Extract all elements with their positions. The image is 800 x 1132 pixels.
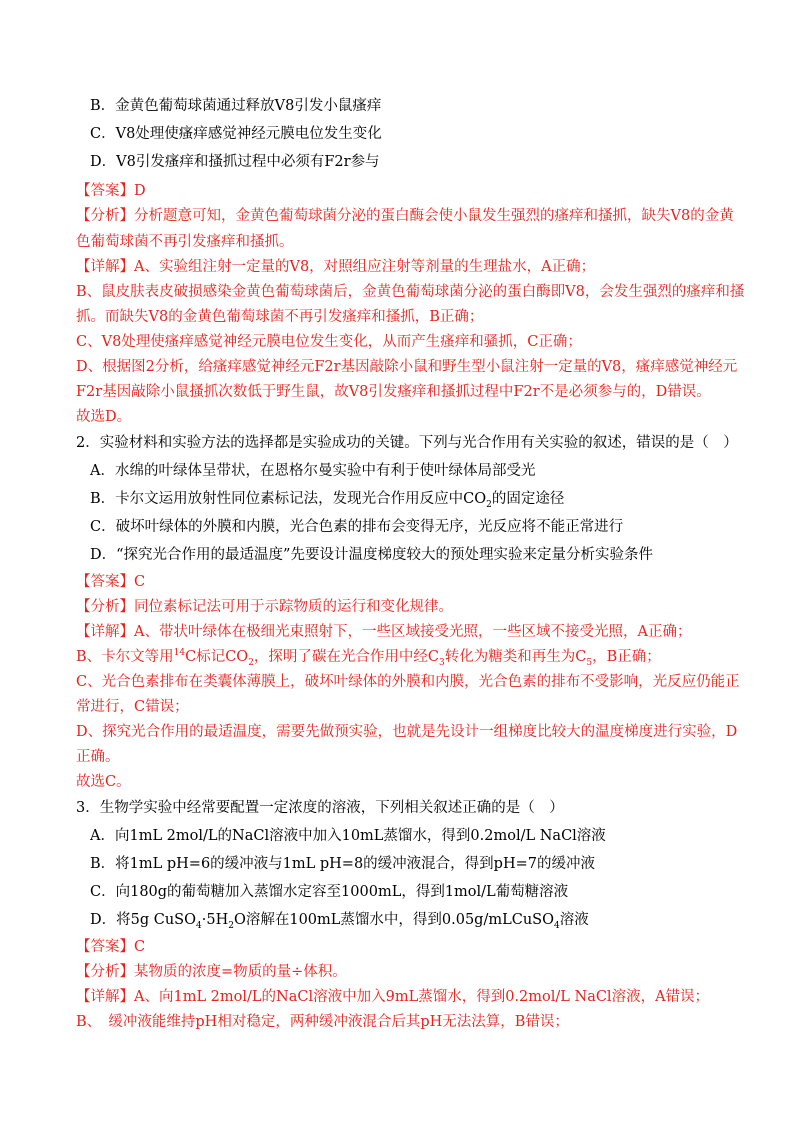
q1-detail-a <box>76 257 595 277</box>
answer-value: C <box>134 574 146 590</box>
detail-text: ，B正确； <box>592 649 661 665</box>
q2-option-b <box>90 489 564 509</box>
q2-stem: 2．实验材料和实验方法的选择都是实验成功的关键。下列与光合作用有关实验的叙述，错误的是（ ） <box>76 435 738 451</box>
detail-text: 转化为糖类和再生为C <box>444 649 587 665</box>
q2-detail-a <box>76 622 691 642</box>
q2-detail-d-line2: 正确。 <box>76 749 120 765</box>
subscript: 5 <box>586 657 593 668</box>
subscript: 2 <box>228 920 234 931</box>
detail-text: A、带状叶绿体在极细光束照射下，一些区域接受光照，一些区域不接受光照，A正确； <box>134 624 692 640</box>
subscript: 4 <box>553 920 560 931</box>
q2-option-a: A．水绵的叶绿体呈带状，在恩格尔曼实验中有利于使叶绿体局部受光 <box>90 463 536 479</box>
q3-option-d <box>90 910 589 930</box>
answer-tag: 【答案】 <box>76 939 134 955</box>
q2-option-d: D．“探究光合作用的最适温度”先要设计温度梯度较大的预处理实验来定量分析实验条件 <box>90 547 653 563</box>
q1-analysis-line1 <box>76 206 734 226</box>
q3-stem: 3．生物学实验中经常要配置一定浓度的溶液，下列相关叙述正确的是（ ） <box>76 800 564 816</box>
q1-detail-d-line2: F2r基因敲除小鼠搔抓次数低于野生鼠，故V8引发瘙痒和搔抓过程中F2r不是必须参与的，D错误。 <box>76 384 711 400</box>
analysis-text: 分析题意可知，金黄色葡萄球菌分泌的蛋白酶会使小鼠发生强烈的瘙痒和搔抓，缺失V8的金黄 <box>134 208 734 224</box>
q1-detail-b-line1: B、鼠皮肤表皮破损感染金黄色葡萄球菌后，金黄色葡萄球菌分泌的蛋白酶即V8，会发生强烈的瘙痒和搔 <box>76 284 745 300</box>
option-text: ·5H <box>201 912 229 928</box>
option-text: 溶液 <box>559 912 589 928</box>
q3-answer <box>76 937 145 957</box>
q1-option-c: C．V8处理使瘙痒感觉神经元膜电位发生变化 <box>90 126 382 142</box>
analysis-tag: 【分析】 <box>76 208 134 224</box>
q1-choose: 故选D。 <box>76 409 132 425</box>
superscript: 14 <box>173 648 186 659</box>
q2-choose: 故选C。 <box>76 774 131 790</box>
subscript: 4 <box>196 920 202 931</box>
q2-analysis <box>76 597 453 617</box>
detail-text: B、卡尔文等用 <box>76 649 174 665</box>
analysis-text: 同位素标记法可用于示踪物质的运行和变化规律。 <box>134 599 453 615</box>
detail-text: A、实验组注射一定量的V8，对照组应注射等剂量的生理盐水，A正确； <box>134 259 596 275</box>
q1-option-b: B．金黄色葡萄球菌通过释放V8引发小鼠瘙痒 <box>90 98 382 114</box>
subscript: 2 <box>248 657 254 668</box>
q2-detail-b <box>76 647 661 667</box>
answer-tag: 【答案】 <box>76 574 134 590</box>
q3-option-c: C．向180g的葡萄糖加入蒸馏水定容至1000mL，得到1mol/L葡萄糖溶液 <box>90 884 569 900</box>
option-text: B．卡尔文运用放射性同位素标记法，发现光合作用反应中CO <box>90 491 487 507</box>
analysis-tag: 【分析】 <box>76 964 134 980</box>
q3-detail-b: B、 缓冲液能维持pH相对稳定，两种缓冲液混合后其pH无法法算，B错误； <box>76 1014 569 1030</box>
detail-tag: 【详解】 <box>76 989 134 1005</box>
q2-detail-c-line2: 常进行，C错误； <box>76 699 189 715</box>
subscript: 2 <box>486 499 492 510</box>
q2-option-c: C．破坏叶绿体的外膜和内膜，光合色素的排布会变得无序，光反应将不能正常进行 <box>90 519 624 535</box>
detail-text: ，探明了碳在光合作用中经C <box>253 649 440 665</box>
answer-value: D <box>134 183 146 199</box>
q1-answer <box>76 181 146 201</box>
q3-detail-a <box>76 987 709 1007</box>
option-text: D．将5g CuSO <box>90 912 196 928</box>
answer-value: C <box>134 939 146 955</box>
option-text: 的固定途径 <box>491 491 565 507</box>
detail-text: C标记CO <box>185 649 249 665</box>
q3-analysis <box>76 962 347 982</box>
option-text: O溶解在100mL蒸馏水中，得到0.05g/mLCuSO <box>233 912 554 928</box>
q1-detail-c: C、V8处理使瘙痒感觉神经元膜电位发生变化，从而产生瘙痒和骚抓，C正确； <box>76 334 582 350</box>
q3-option-b: B．将1mL pH=6的缓冲液与1mL pH=8的缓冲液混合，得到pH=7的缓冲液 <box>90 856 595 872</box>
q1-analysis-line2: 色葡萄球菌不再引发瘙痒和搔抓。 <box>76 234 294 250</box>
subscript: 3 <box>439 657 445 668</box>
detail-tag: 【详解】 <box>76 624 134 640</box>
q2-answer <box>76 572 145 592</box>
q1-option-d: D．V8引发瘙痒和搔抓过程中必须有F2r参与 <box>90 154 380 170</box>
answer-tag: 【答案】 <box>76 183 134 199</box>
analysis-text: 某物质的浓度=物质的量÷体积。 <box>134 964 347 980</box>
q1-detail-d-line1: D、根据图2分析，给瘙痒感觉神经元F2r基因敲除小鼠和野生型小鼠注射一定量的V8，瘙痒感觉神经元 <box>76 359 738 375</box>
q2-detail-c-line1: C、光合色素排布在类囊体薄膜上，破坏叶绿体的外膜和内膜，光合色素的排布不受影响，光反应仍能正 <box>76 674 740 690</box>
q3-option-a: A．向1mL 2mol/L的NaCl溶液中加入10mL蒸馏水，得到0.2mol/L NaCl溶液 <box>90 828 606 844</box>
detail-tag: 【详解】 <box>76 259 134 275</box>
q2-detail-d-line1: D、探究光合作用的最适温度，需要先做预实验，也就是先设计一组梯度比较大的温度梯度进行实验，D <box>76 724 738 740</box>
analysis-tag: 【分析】 <box>76 599 134 615</box>
q1-detail-b-line2: 抓。而缺失V8的金黄色葡萄球菌不再引发瘙痒和搔抓，B正确； <box>76 309 484 325</box>
detail-text: A、向1mL 2mol/L的NaCl溶液中加入9mL蒸馏水，得到0.2mol/L NaCl溶液，A错误； <box>134 989 710 1005</box>
